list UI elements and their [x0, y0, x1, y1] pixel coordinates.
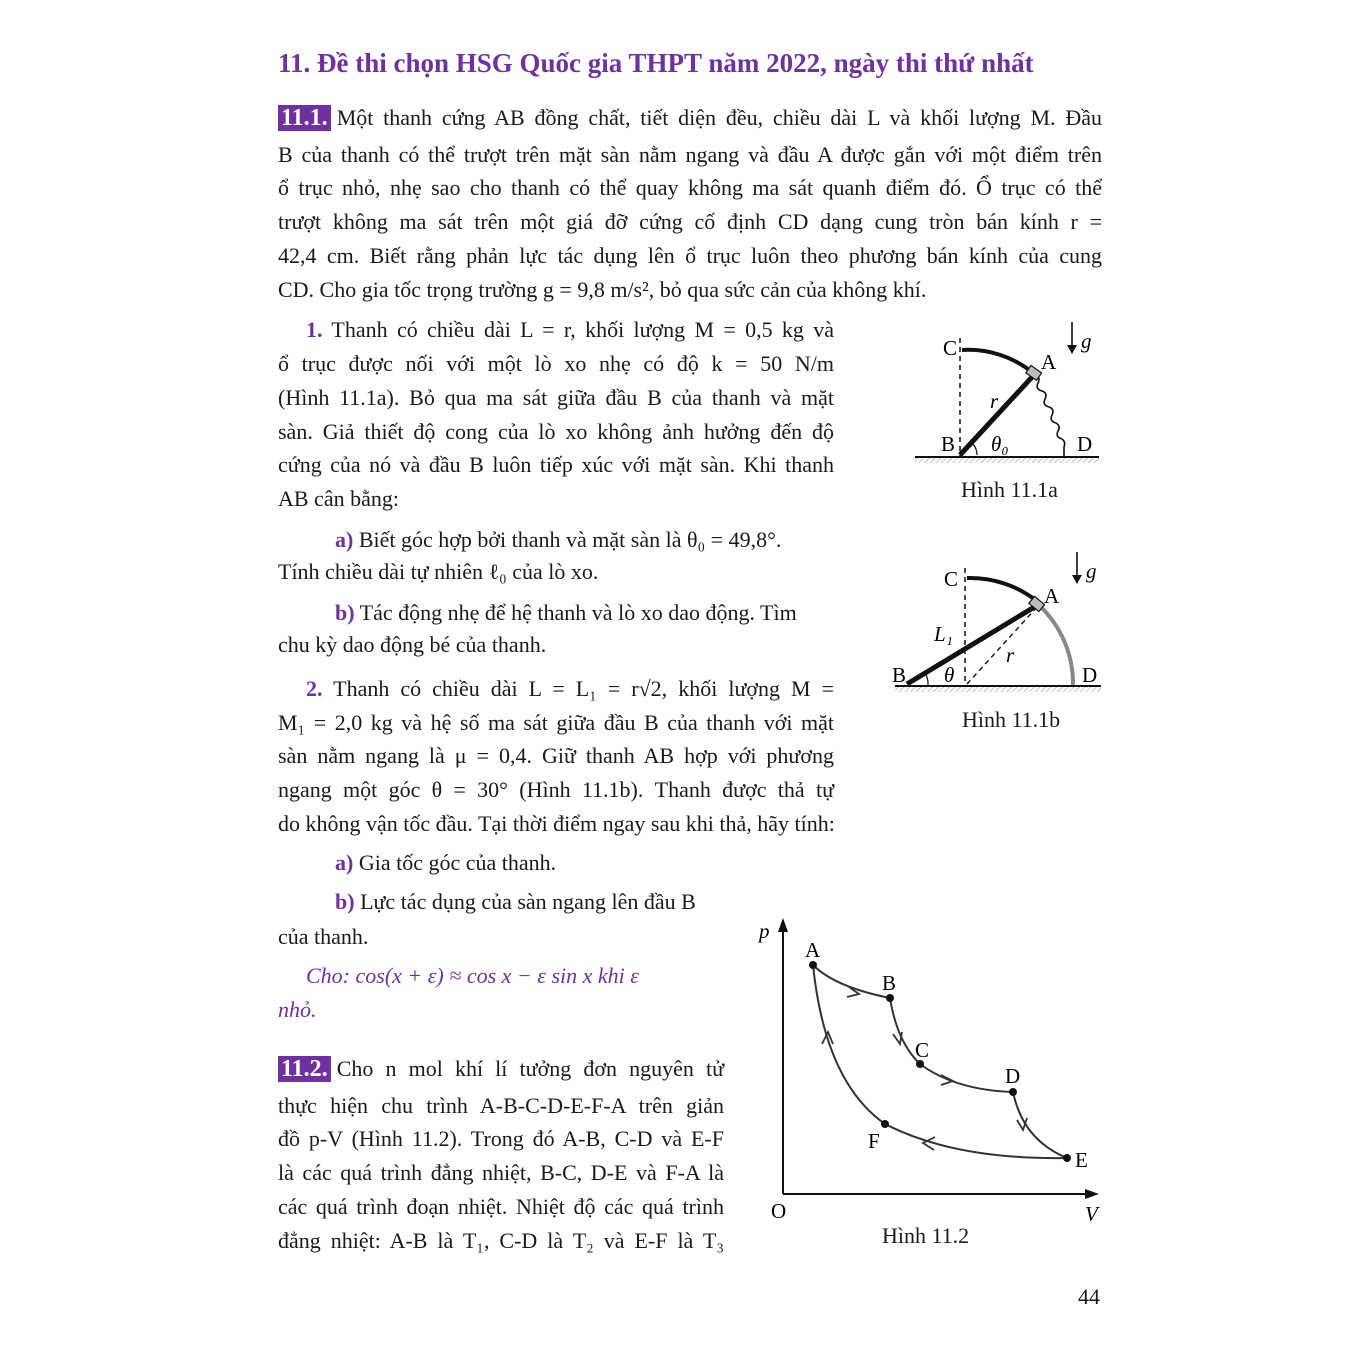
label-b: B	[941, 432, 956, 456]
problem2-badge: 11.2.	[278, 1056, 331, 1082]
figure-11-2	[755, 912, 1115, 1227]
problem1-intro-line-2: B của thanh có thể trượt trên mặt sàn nằm ngang và đầu A được gắn với một điểm trên	[278, 142, 1102, 167]
angle-arc	[925, 673, 928, 685]
problem1-intro-line-5: 42,4 cm. Biết rằng phản lực tác dụng lên ổ trục luôn theo phương bán kính của cung	[278, 243, 1102, 268]
problem2-line-5: các quá trình đoạn nhiệt. Nhiệt độ các quá trình	[278, 1194, 724, 1219]
part2-line-5: do không vận tốc đầu. Tại thời điểm ngay sau khi thả, hãy tính:	[278, 811, 835, 836]
part1-line-3: (Hình 11.1a). Bỏ qua ma sát giữa đầu B của thanh và mặt	[278, 385, 834, 410]
part2b-line-2: của thanh.	[278, 924, 369, 949]
label-a: A	[1044, 584, 1060, 608]
label-g: g⃗	[1086, 559, 1113, 583]
curve-de	[1013, 1092, 1067, 1158]
part1-line-4: sàn. Giả thiết độ cong của lò xo không ảnh hưởng đến độ	[278, 419, 834, 444]
part1-line-1: 1. Thanh có chiều dài L = r, khối lượng M = 0,5 kg và	[306, 317, 834, 342]
label-b: B	[892, 663, 907, 687]
caption-11-2: Hình 11.2	[882, 1223, 970, 1248]
point-e	[1063, 1154, 1071, 1162]
problem1-intro-line-4: trượt không ma sát trên một giá đỡ cứng cố định CD dạng cung tròn bán kính r =	[278, 209, 1102, 234]
label-f: F	[868, 1129, 880, 1153]
part2b-line-1: b) Lực tác dụng của sàn ngang lên đầu B	[335, 889, 696, 914]
arc-support	[962, 350, 1033, 373]
arc-support-lower	[1040, 606, 1073, 685]
part1b-line-2: chu kỳ dao động bé của thanh.	[278, 632, 547, 657]
curve-ab	[813, 965, 890, 998]
label-c: C	[915, 1038, 930, 1062]
part1-line-2: ổ trục được nối với một lò xo nhẹ có độ k = 50 N/m	[278, 351, 834, 376]
label-d: D	[1005, 1064, 1021, 1088]
label-l1: L₁	[934, 622, 953, 646]
v-axis-arrow	[1085, 1189, 1099, 1199]
problem2-line-4: là các quá trình đẳng nhiệt, B-C, D-E và F-A là	[278, 1160, 724, 1185]
part1a-line-2: Tính chiều dài tự nhiên ℓ₀ của lò xo.	[278, 559, 599, 584]
label-c: C	[944, 567, 959, 591]
hint-line-2: nhỏ.	[278, 997, 317, 1022]
rod-ab	[907, 606, 1036, 684]
label-r: r	[1006, 643, 1015, 667]
problem1-intro-line-6: CD. Cho gia tốc trọng trường g = 9,8 m/s², bỏ qua sức cản của không khí.	[278, 277, 927, 302]
label-g: g⃗	[1081, 329, 1108, 353]
label-r: r	[990, 389, 999, 413]
caption-11-1b: Hình 11.1b	[962, 707, 1061, 732]
axis-label-p: p	[759, 919, 770, 943]
problem2-line-3: đồ p-V (Hình 11.2). Trong đó A-B, C-D và E-F	[278, 1126, 724, 1151]
label-theta0: θ₀	[991, 432, 1009, 456]
point-d	[1009, 1088, 1017, 1096]
section-title: 11. Đề thi chọn HSG Quốc gia THPT năm 2022, ngày thi thứ nhất	[278, 48, 1034, 78]
label-theta: θ	[944, 663, 955, 687]
part2-line-3: sàn nằm ngang là μ = 0,4. Giữ thanh AB hợp với phương	[278, 743, 834, 768]
problem1-badge: 11.1.	[278, 105, 331, 131]
point-f	[881, 1120, 889, 1128]
problem1-intro-line-3: ổ trục nhỏ, nhẹ sao cho thanh có thể quay không ma sát quanh điểm đó. Ổ trục có thể	[278, 175, 1102, 200]
label-d: D	[1082, 663, 1098, 687]
figure-11-1a	[905, 318, 1108, 468]
gravity-arrowhead	[1067, 345, 1077, 354]
gravity-arrowhead	[1072, 575, 1082, 584]
part1a-line-1: a) Biết góc hợp bởi thanh và mặt sàn là θ₀ = 49,8°.	[335, 527, 782, 552]
caption-11-1a: Hình 11.1a	[961, 477, 1058, 502]
part1-line-6: AB cân bằng:	[278, 486, 399, 511]
label-b: B	[882, 971, 897, 995]
label-a: A	[1041, 350, 1057, 374]
label-d: D	[1077, 432, 1093, 456]
radius-dashed	[967, 606, 1038, 684]
point-a	[809, 961, 817, 969]
label-a: A	[805, 938, 821, 962]
figure-11-1b	[890, 548, 1113, 698]
problem2-line-6: đẳng nhiệt: A-B là T₁, C-D là T₂ và E-F là T₃	[278, 1228, 724, 1253]
curve-fa	[813, 965, 885, 1124]
p-axis-arrow	[778, 918, 788, 932]
part2a-line: a) Gia tốc góc của thanh.	[335, 850, 557, 875]
axis-label-v: V	[1085, 1202, 1098, 1226]
part2-line-4: ngang một góc θ = 30° (Hình 11.1b). Thanh được thả tự	[278, 777, 834, 802]
arc-support	[967, 578, 1038, 602]
spring	[1035, 375, 1065, 457]
hint-line-1: Cho: cos(x + ε) ≈ cos x − ε sin x khi ε	[306, 963, 639, 988]
problem1-intro-line-1: 11.1. Một thanh cứng AB đồng chất, tiết diện đều, chiều dài L và khối lượng M. Đầu	[278, 104, 1102, 132]
part2-line-1: 2. Thanh có chiều dài L = L₁ = r√2, khối lượng M =	[306, 676, 834, 701]
label-e: E	[1075, 1148, 1088, 1172]
part1b-line-1: b) Tác động nhẹ để hệ thanh và lò xo dao động. Tìm	[335, 600, 797, 625]
point-b	[886, 994, 894, 1002]
problem2-line-1: 11.2. Cho n mol khí lí tưởng đơn nguyên tử	[278, 1055, 724, 1083]
page-number: 44	[1078, 1284, 1100, 1309]
label-c: C	[943, 336, 958, 360]
part1-line-5: cứng của nó và đầu B luôn tiếp xúc với mặt sàn. Khi thanh	[278, 452, 834, 477]
curve-cd	[920, 1064, 1013, 1092]
origin-label: O	[771, 1199, 787, 1223]
problem2-line-2: thực hiện chu trình A-B-C-D-E-F-A trên giản	[278, 1093, 724, 1118]
part2-line-2: M₁ = 2,0 kg và hệ số ma sát giữa đầu B của thanh với mặt	[278, 710, 834, 735]
